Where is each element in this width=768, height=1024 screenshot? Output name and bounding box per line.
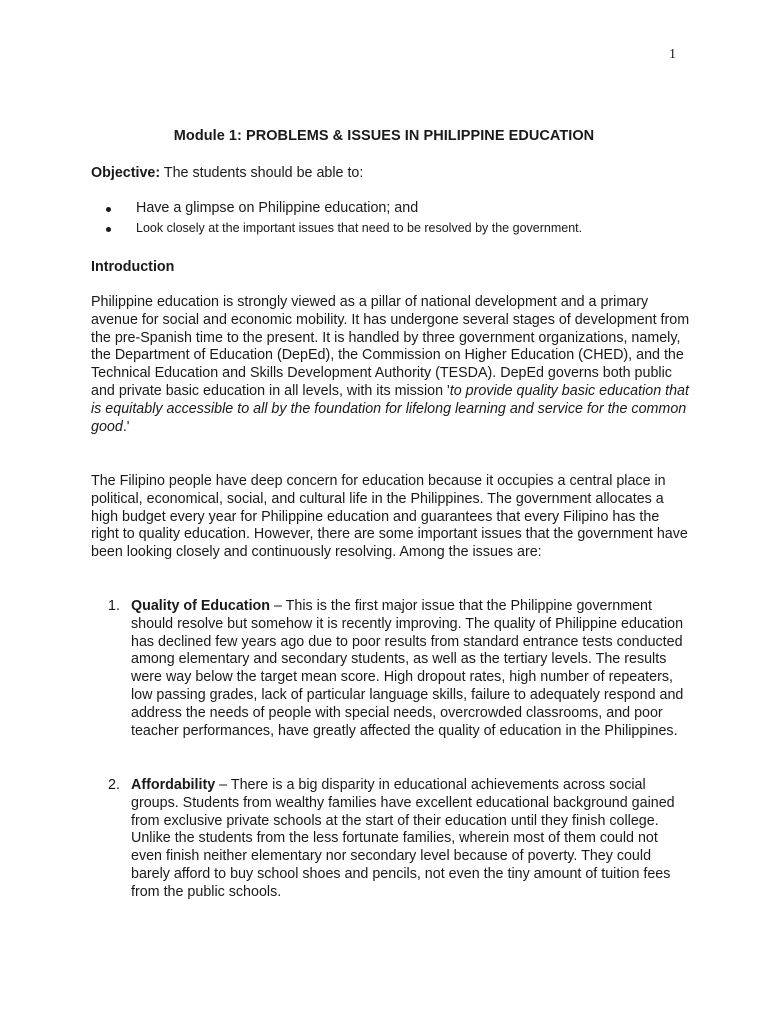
objective-bullet-text: Have a glimpse on Philippine education; and <box>136 200 419 216</box>
introduction-paragraph <box>91 294 691 436</box>
module-title: Module 1: PROBLEMS & ISSUES IN PHILIPPINE EDUCATION <box>173 128 595 144</box>
paragraph-text: .' <box>122 418 130 435</box>
bullet-dot-icon <box>106 207 111 212</box>
mission-quote: to provide quality basic education that is equitably accessible to all by the foundation for lifelong learning and service for the common good <box>91 382 689 435</box>
objective-text: The students should be able to: <box>160 165 364 181</box>
bullet-dot-icon <box>106 227 111 232</box>
issue-text: – This is the first major issue that the Philippine government should resolve but somehow it is recently improving. The quality of Philippine education has declined few years ago due to poor results from standard entrance tests conducted among elementary and secondary students, as well as the tertiary levels. The results were way below the target mean score. High dropout rates, high number of repeaters, low passing grades, lack of particular language skills, failure to adequately respond and address the needs of people with special needs, overcrowded classrooms, and poor teacher performances, have greatly affected the quality of education in the Philippines. <box>131 598 684 739</box>
paragraph-text: Philippine education is strongly viewed as a pillar of national development and a primary avenue for social and economic mobility. It has undergone several stages of development from the pre-Spanish time to the present. It is handled by three government organizations, namely, the Department of Education (DepEd), the Commission on Higher Education (CHED), and the Technical Education and Skills Development Authority (TESDA). DepEd governs both public and private basic education in all levels, with its mission ' <box>91 294 690 399</box>
issue-term: Affordability <box>131 777 216 793</box>
introduction-paragraph: The Filipino people have deep concern for education because it occupies a central place in political, economical, social, and cultural life in the Philippines. The government allocates a high budget every year for Philippine education and guarantees that every Filipino has the right to quality education. However, there are some important issues that the government have been looking closely and continuously resolving. Among the issues are: <box>91 473 688 561</box>
objective-bullet-text: Look closely at the important issues that need to be resolved by the government. <box>136 221 583 235</box>
objective-line <box>91 165 363 181</box>
issue-term: Quality of Education <box>131 598 271 614</box>
issue-list-item <box>91 777 691 902</box>
issue-text: – There is a big disparity in educational achievements across social groups. Students from wealthy families have excellent educational background gained from exclusive private schools at the start of their education until they finish college. Unlike the students from the less fortunate families, wherein most of them could not even finish neither elementary nor secondary level because of poverty. They could barely afford to buy school shoes and pencils, not even the tiny amount of tuition fees from the public schools. <box>131 777 675 900</box>
issue-list-item <box>91 598 691 740</box>
objective-label: Objective: <box>91 165 161 181</box>
page-number: 1 <box>669 47 676 62</box>
issue-number: 1. <box>108 598 120 614</box>
issue-number: 2. <box>108 777 120 793</box>
introduction-heading: Introduction <box>91 259 175 275</box>
